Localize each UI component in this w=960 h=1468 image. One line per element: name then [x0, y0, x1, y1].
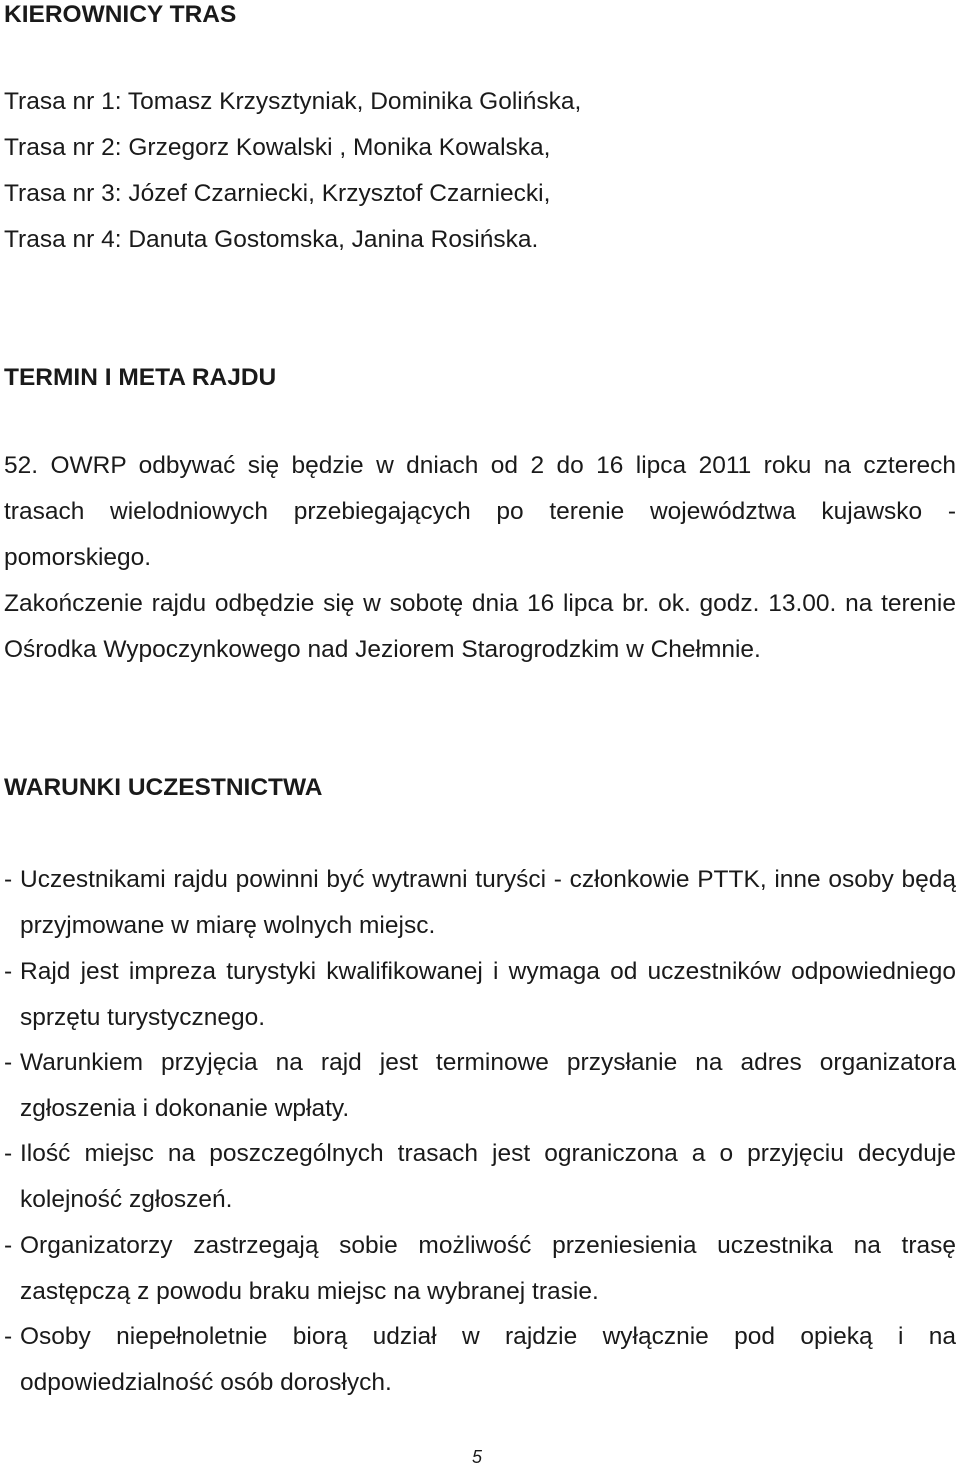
condition-text: Uczestnikami rajdu powinni być wytrawni turyści - członkowie PTTK, inne osoby będą przyjmowane w miarę wolnych miejsc. [20, 866, 956, 939]
section-heading-participation-conditions: WARUNKI UCZESTNICTWA [4, 774, 323, 801]
list-dash: - [4, 1140, 13, 1167]
list-dash: - [4, 1232, 13, 1259]
page-number: 5 [472, 1447, 483, 1467]
route-leader-line-3: Trasa nr 3: Józef Czarniecki, Krzysztof Czarniecki, [4, 180, 551, 207]
route-leader-line-4: Trasa nr 4: Danuta Gostomska, Janina Rosińska. [4, 226, 539, 253]
condition-item-4 [4, 1131, 956, 1223]
section-heading-term-and-finish: TERMIN I META RAJDU [4, 364, 277, 391]
condition-text: Ilość miejsc na poszczególnych trasach jest ograniczona a o przyjęciu decyduje kolejność zgłoszeń. [20, 1140, 956, 1213]
condition-text: Osoby niepełnoletnie biorą udział w rajdzie wyłącznie pod opieką i na odpowiedzialność osób dorosłych. [20, 1323, 956, 1396]
list-dash: - [4, 866, 13, 893]
condition-text: Warunkiem przyjęcia na rajd jest terminowe przysłanie na adres organizatora zgłoszenia i dokonanie wpłaty. [20, 1049, 956, 1122]
condition-item-6 [4, 1314, 956, 1406]
term-paragraph-finish: Zakończenie rajdu odbędzie się w sobotę dnia 16 lipca br. ok. godz. 13.00. na terenie Ośrodka Wypoczynkowego nad Jeziorem Starogrodzkim w Chełmnie. [4, 590, 956, 663]
route-leader-line-1: Trasa nr 1: Tomasz Krzysztyniak, Dominika Golińska, [4, 88, 582, 115]
list-dash: - [4, 958, 13, 985]
section-heading-route-leaders: KIEROWNICY TRAS [4, 1, 237, 28]
route-leader-line-2: Trasa nr 2: Grzegorz Kowalski , Monika Kowalska, [4, 134, 551, 161]
condition-text: Rajd jest impreza turystyki kwalifikowanej i wymaga od uczestników odpowiedniego sprzętu turystycznego. [20, 958, 956, 1031]
condition-text: Organizatorzy zastrzegają sobie możliwość przeniesienia uczestnika na trasę zastępczą z powodu braku miejsc na wybranej trasie. [20, 1232, 956, 1305]
list-dash: - [4, 1323, 13, 1350]
condition-item-2 [4, 949, 956, 1041]
condition-item-1 [4, 857, 956, 949]
condition-item-3 [4, 1040, 956, 1132]
condition-item-5 [4, 1223, 956, 1315]
list-dash: - [4, 1049, 13, 1076]
term-paragraph-dates: 52. OWRP odbywać się będzie w dniach od 2 do 16 lipca 2011 roku na czterech trasach wielodniowych przebiegających po terenie województwa kujawsko - pomorskiego. [4, 452, 956, 571]
